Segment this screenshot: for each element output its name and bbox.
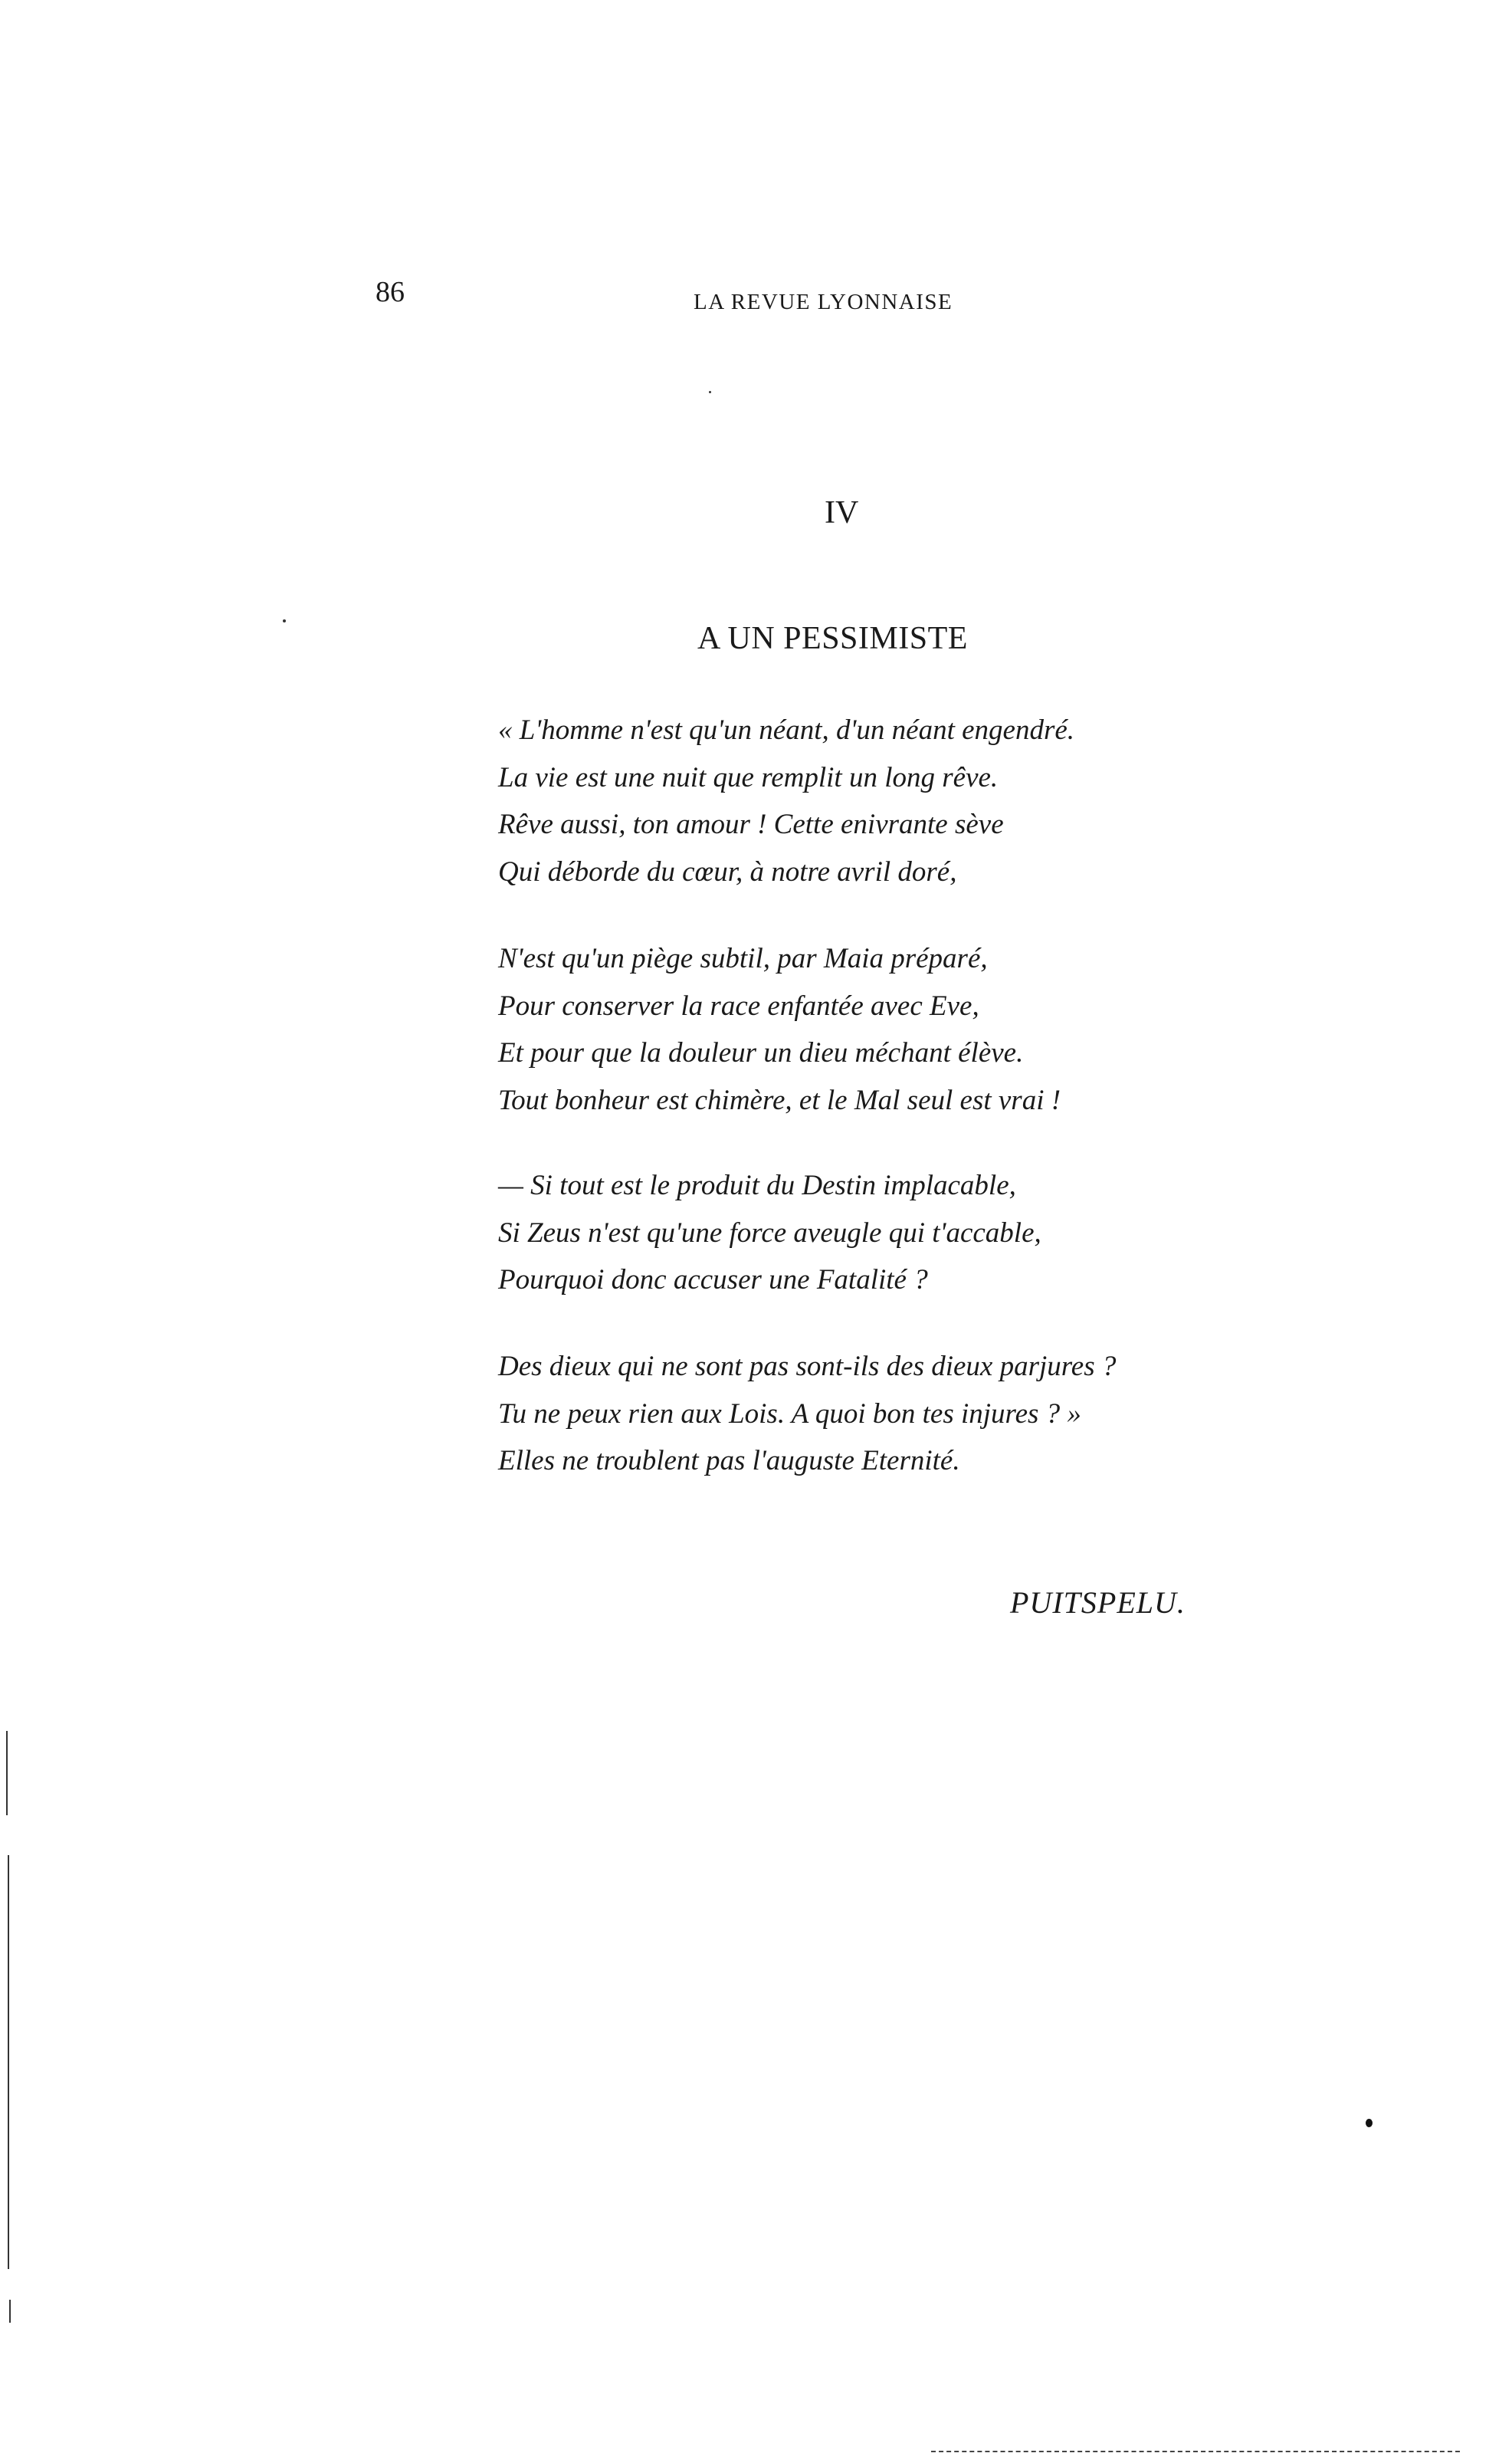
ink-speck (1366, 2119, 1373, 2127)
poem-line: Qui déborde du cœur, à notre avril doré, (498, 855, 957, 888)
ink-speck (283, 619, 286, 622)
stanza-2 (498, 935, 1249, 1124)
scan-gutter-mark (6, 1731, 8, 1815)
poem-line: « L'homme n'est qu'un néant, d'un néant engendré. (498, 714, 1075, 746)
poem-line: N'est qu'un piège subtil, par Maia préparé, (498, 943, 988, 974)
author-signature: PUITSPELU. (1010, 1585, 1186, 1620)
stanza-1 (498, 707, 1249, 895)
poem-line: Tu ne peux rien aux Lois. A quoi bon tes injures ? » (498, 1397, 1081, 1430)
stanza-3 (498, 1162, 1249, 1304)
poem-line: Tout bonheur est chimère, et le Mal seul est vrai ! (498, 1084, 1061, 1116)
poem-line: Elles ne troublent pas l'auguste Eternité. (498, 1445, 960, 1476)
poem-line: Des dieux qui ne sont pas sont-ils des dieux parjures ? (498, 1351, 1117, 1382)
poem-line: Rêve aussi, ton amour ! Cette enivrante sève (498, 809, 1004, 840)
poem-line: Pourquoi donc accuser une Fatalité ? (498, 1264, 928, 1296)
scan-gutter-mark (9, 2300, 11, 2323)
poem-line: Pour conserver la race enfantée avec Eve, (498, 990, 979, 1022)
bottom-edge-rule (931, 2451, 1460, 2452)
poem-title: A UN PESSIMISTE (697, 621, 968, 656)
stanza-4 (498, 1343, 1249, 1485)
poem-line: La vie est une nuit que remplit un long rêve. (498, 761, 999, 793)
page-number: 86 (376, 276, 405, 308)
ink-speck (709, 391, 711, 393)
poem-line: — Si tout est le produit du Destin implacable, (498, 1170, 1016, 1201)
poem-line: Si Zeus n'est qu'une force aveugle qui t'accable, (498, 1217, 1041, 1249)
running-head: LA REVUE LYONNAISE (694, 290, 953, 314)
section-number: IV (825, 495, 859, 530)
poem-line: Et pour que la douleur un dieu méchant élève. (498, 1037, 1024, 1069)
scan-gutter-mark (8, 1855, 9, 2269)
